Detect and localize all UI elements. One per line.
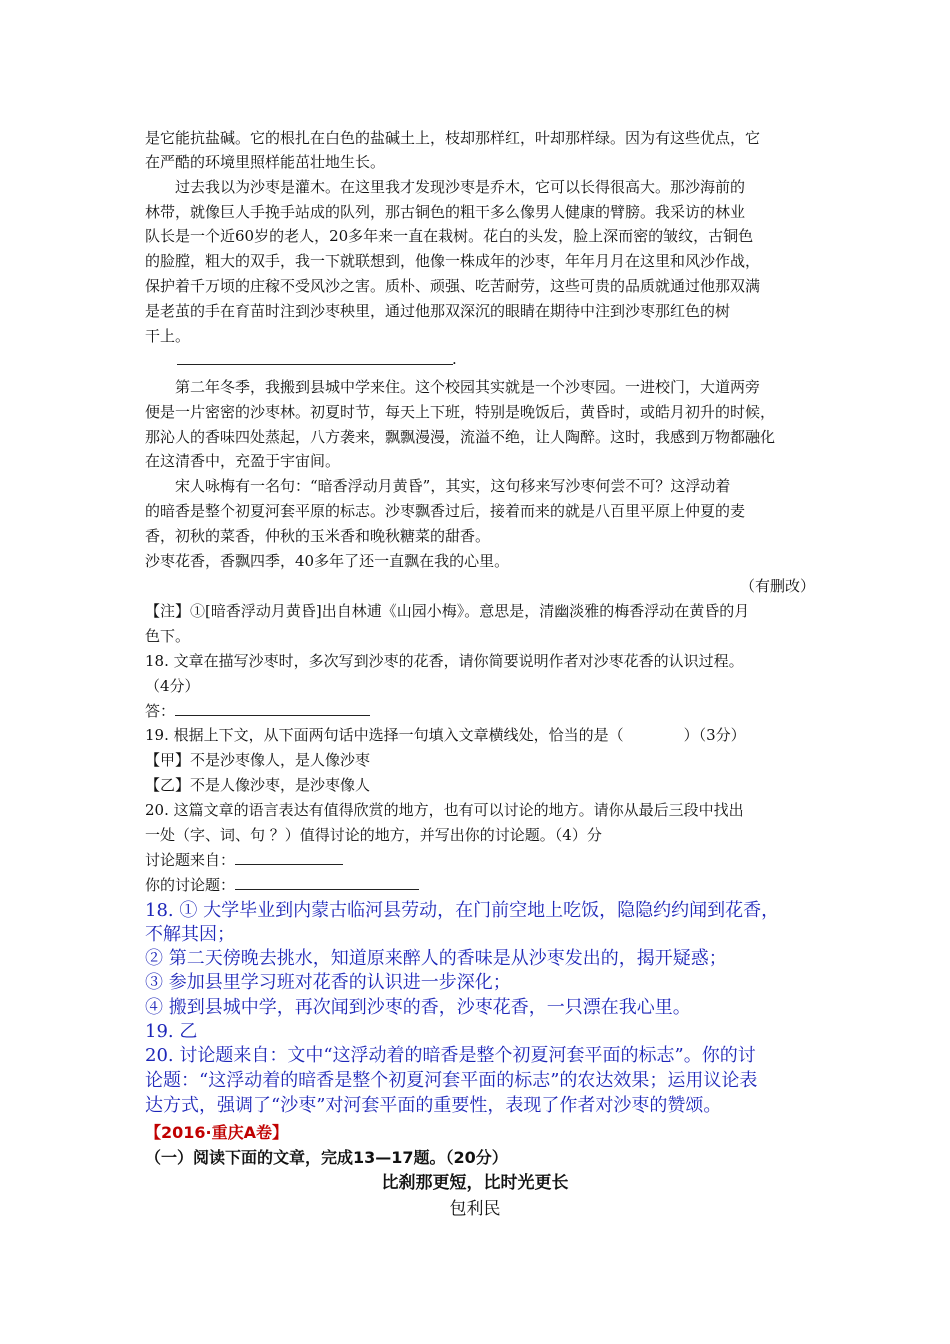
article-author: 包利民 bbox=[449, 1199, 501, 1219]
passage-line: 香，初秋的菜香，仲秋的玉米香和晚秋糖菜的甜香。 bbox=[145, 527, 491, 545]
option-b: 【乙】不是人像沙枣，是沙枣像人 bbox=[145, 776, 371, 794]
answer-text: ④ 搬到县城中学，再次闻到沙枣的香，沙枣花香，一只漂在我心里。 bbox=[145, 997, 691, 1018]
question-19-points: ）（3分） bbox=[683, 726, 746, 744]
passage-line: 沙枣花香，香飘四季，40多年了还一直飘在我的心里。 bbox=[145, 552, 510, 570]
question-19-text: 19. 根据上下文，从下面两句话中选择一句填入文章横线处，恰当的是（ bbox=[145, 726, 624, 744]
passage-line: 宋人咏梅有一名句：“暗香浮动月黄昏”，其实，这句移来写沙枣何尝不可？这浮动着 bbox=[175, 477, 731, 495]
footnote-line: 【注】①[暗香浮动月黄昏]出自林逋《山园小梅》。意思是，清幽淡雅的梅香浮动在黄昏的月 bbox=[145, 602, 750, 620]
blank-period: . bbox=[452, 350, 457, 368]
discussion-topic-label: 你的讨论题： bbox=[145, 876, 236, 894]
passage-line: 的暗香是整个初夏河套平原的标志。沙枣飘香过后，接着而来的就是八百里平原上仲夏的麦 bbox=[145, 502, 746, 520]
answer-text: 20. 讨论题来自：文中“这浮动着的暗香是整个初夏河套平面的标志”。你的讨 bbox=[145, 1045, 756, 1066]
discussion-source-label: 讨论题来自： bbox=[145, 851, 236, 869]
passage-line: 林带，就像巨人手挽手站成的队列，那古铜色的粗干多么像男人健康的臂膀。我采访的林业 bbox=[145, 203, 746, 221]
answer-text: ③ 参加县里学习班对花香的认识进一步深化； bbox=[145, 972, 511, 993]
section-instruction: （一）阅读下面的文章，完成13—17题。（20分） bbox=[145, 1148, 508, 1167]
answer-blank bbox=[175, 699, 370, 716]
source-note: （有删改） bbox=[739, 577, 815, 595]
answer-text: 19. 乙 bbox=[145, 1021, 198, 1042]
question-20: 20. 这篇文章的语言表达有值得欣赏的地方，也有可以讨论的地方。请你从最后三段中找出 bbox=[145, 801, 744, 819]
answer-line bbox=[145, 699, 815, 723]
article-title: 比刹那更短，比时光更长 bbox=[381, 1173, 569, 1193]
passage-line: 过去我以为沙枣是灌木。在这里我才发现沙枣是乔木，它可以长得很高大。那沙海前的 bbox=[175, 178, 746, 196]
answer-text: ② 第二天傍晚去挑水，知道原来醉人的香味是从沙枣发出的，揭开疑惑； bbox=[145, 948, 727, 969]
fill-in-blank bbox=[177, 364, 453, 365]
passage-line: 保护着千万顷的庄稼不受风沙之害。质朴、顽强、吃苦耐劳，这些可贵的品质就通过他那双满 bbox=[145, 277, 761, 295]
answer-text: 18. ① 大学毕业到内蒙古临河县劳动，在门前空地上吃饭，隐隐约约闻到花香， bbox=[145, 900, 780, 921]
answer-text: 论题：“这浮动着的暗香是整个初夏河套平面的标志”的农达效果；运用议论表 bbox=[145, 1070, 758, 1091]
passage-line: 是它能抗盐碱。它的根扎在白色的盐碱土上，枝却那样红，叶却那样绿。因为有这些优点，它 bbox=[145, 129, 761, 147]
passage-line: 的脸膛，粗大的双手，我一下就联想到，他像一株成年的沙枣，年年月月在这里和风沙作战， bbox=[145, 252, 761, 270]
passage-line: 第二年冬季，我搬到县城中学来住。这个校园其实就是一个沙枣园。一进校门，大道两旁 bbox=[175, 378, 761, 396]
question-18: 18. 文章在描写沙枣时，多次写到沙枣的花香，请你简要说明作者对沙枣花香的认识过程。 bbox=[145, 652, 744, 670]
answer-text: 达方式，强调了“沙枣”对河套平面的重要性，表现了作者对沙枣的赞颂。 bbox=[145, 1095, 722, 1116]
discussion-source-line bbox=[145, 848, 815, 872]
option-a: 【甲】不是沙枣像人，是人像沙枣 bbox=[145, 751, 371, 769]
question-20: 一处（字、词、句 ？）值得讨论的地方，并写出你的讨论题。（4）分 bbox=[145, 826, 602, 844]
passage-line: 干上。 bbox=[145, 327, 191, 345]
exam-source-tag: 【2016·重庆A卷】 bbox=[145, 1123, 288, 1142]
footnote-line: 色下。 bbox=[145, 627, 191, 645]
discussion-topic-line bbox=[145, 873, 815, 897]
discussion-source-blank bbox=[235, 848, 343, 865]
question-18-points: （4分） bbox=[145, 677, 200, 695]
passage-line: 那沁人的香味四处蒸起，八方袭来，飘飘漫漫，流溢不绝，让人陶醉。这时，我感到万物都融化 bbox=[145, 428, 776, 446]
passage-line: 在这清香中，充盈于宇宙间。 bbox=[145, 452, 341, 470]
question-19 bbox=[145, 723, 815, 747]
passage-line: 是老茧的手在育苗时注到沙枣秧里，通过他那双深沉的眼睛在期待中注到沙枣那红色的树 bbox=[145, 302, 731, 320]
answer-text: 不解其因； bbox=[145, 924, 235, 945]
passage-line: 在严酷的环境里照样能茁壮地生长。 bbox=[145, 153, 386, 171]
discussion-topic-blank bbox=[235, 873, 419, 890]
answer-label: 答： bbox=[145, 702, 176, 720]
passage-line: 便是一片密密的沙枣林。初夏时节，每天上下班，特别是晚饭后，黄昏时，或皓月初升的时候， bbox=[145, 403, 776, 421]
passage-line: 队长是一个近60岁的老人，20多年来一直在栽树。花白的头发，脸上深而密的皱纹，古铜色 bbox=[145, 227, 754, 245]
